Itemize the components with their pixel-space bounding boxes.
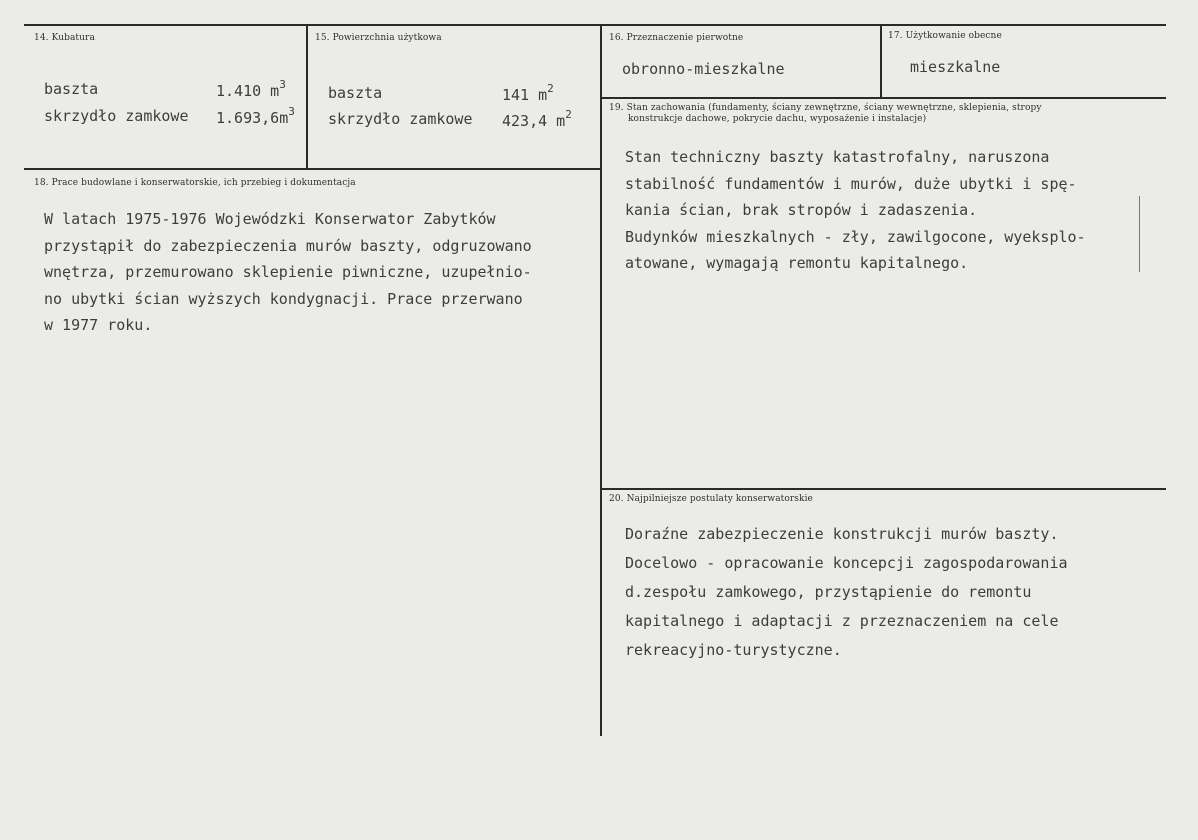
rule-above-20: [600, 488, 1166, 490]
margin-mark: [1139, 196, 1140, 272]
field-19-line: atowane, wymagają remontu kapitalnego.: [625, 254, 969, 272]
field-15-row-1-name: baszta: [328, 84, 383, 102]
center-divider: [600, 24, 602, 736]
field-18-label: 18. Prace budowlane i konserwatorskie, ich przebieg i dokumentacja: [34, 178, 356, 188]
field-19-label-line-1: 19. Stan zachowania (fundamenty, ściany zewnętrzne, ściany wewnętrzne, sklepienia, stropy: [609, 103, 1042, 113]
field-16-value: obronno-mieszkalne: [622, 60, 785, 78]
field-15-row-2-value: 423,4 $m^2$: [502, 108, 572, 130]
field-19-line: Budynków mieszkalnych - zły, zawilgocone, wyeksplo-: [625, 227, 1086, 246]
field-20-label: 20. Najpilniejsze postulaty konserwatorskie: [609, 494, 813, 504]
field-18-line: przystąpił do zabezpieczenia murów baszty, odgruzowano: [44, 236, 532, 255]
field-20-line: kapitalnego i adaptacji z przeznaczeniem na cele: [625, 612, 1059, 630]
field-15-row-1-exponent: 2: [547, 82, 554, 95]
field-18-line: no ubytki ścian wyższych kondygnacji. Prace przerwano: [44, 289, 523, 308]
field-15-row-2-name: skrzydło zamkowe: [328, 110, 473, 128]
field-14-row-1-name: baszta: [44, 80, 99, 98]
field-18-line: wnętrza, przemurowano sklepienie piwniczne, uzupełnio-: [44, 263, 532, 281]
field-14-row-2-value: $1.693,6m^3$: [216, 105, 295, 127]
field-19-line: stabilność fundamentów i murów, duże ubytki i spę-: [625, 174, 1077, 193]
field-17-label: 17. Użytkowanie obecne: [888, 31, 1002, 41]
field-16-label: 16. Przeznaczenie pierwotne: [609, 33, 744, 43]
field-14-row-2-name: skrzydło zamkowe: [44, 107, 189, 125]
field-19-label-line-2: konstrukcje dachowe, pokrycie dachu, wyposażenie i instalacje): [628, 114, 927, 124]
field-14-row-1-exponent: 3: [279, 78, 286, 91]
field-19-text: [625, 144, 1086, 277]
divider-16-17: [880, 24, 882, 97]
divider-14-15: [306, 24, 308, 168]
field-14-row-2-exponent: 3: [288, 105, 295, 118]
field-14-row-1-value: 1.410 $m^3$: [216, 78, 286, 100]
field-14-label: 14. Kubatura: [34, 33, 95, 43]
field-19-line: kania ścian, brak stropów i zadaszenia.: [625, 201, 978, 219]
field-18-line: W latach 1975-1976 Wojewódzki Konserwator Zabytków: [44, 210, 496, 228]
field-15-row-2-exponent: 2: [565, 108, 572, 121]
field-20-line: Docelowo - opracowanie koncepcji zagospodarowania: [625, 554, 1068, 572]
rule-below-16-17: [600, 97, 1166, 99]
field-15-label: 15. Powierzchnia użytkowa: [315, 33, 442, 43]
rule-below-14-15: [24, 168, 600, 170]
field-20-line: Doraźne zabezpieczenie konstrukcji murów baszty.: [625, 525, 1059, 543]
field-15-row-1-value: 141 $m^2$: [502, 82, 554, 104]
field-20-text: [625, 520, 1068, 665]
field-17-value: mieszkalne: [910, 58, 1001, 76]
field-18-text: [44, 206, 532, 339]
field-20-line: d.zespołu zamkowego, przystąpienie do remontu: [625, 583, 1032, 601]
field-20-line: rekreacyjno-turystyczne.: [625, 641, 842, 659]
top-rule: [24, 24, 1166, 26]
field-19-line: Stan techniczny baszty katastrofalny, naruszona: [625, 148, 1050, 166]
field-18-line: w 1977 roku.: [44, 316, 153, 334]
